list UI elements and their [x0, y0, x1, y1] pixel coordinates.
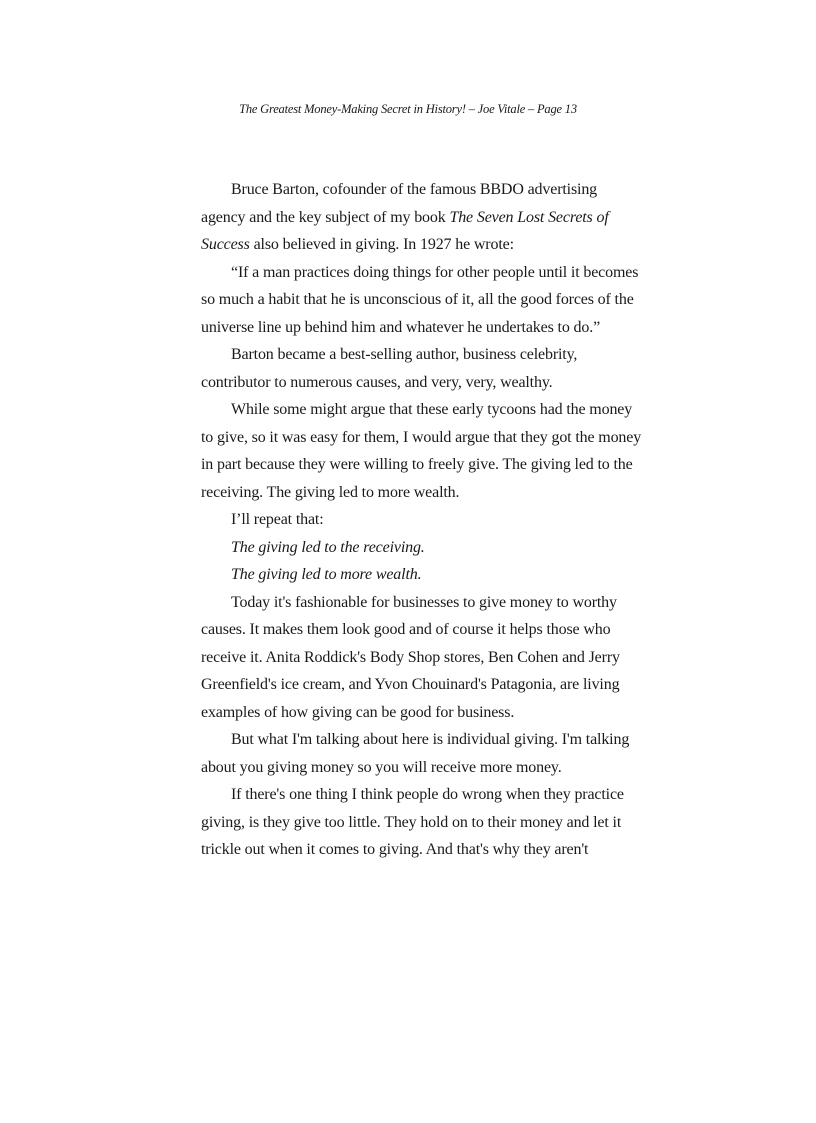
book-title: The Seven Lost Secrets of Success	[201, 208, 609, 253]
emphasis-text: The giving led to the receiving.	[231, 538, 425, 556]
emphasis-paragraph	[201, 561, 645, 589]
paragraph-text: also believed in giving. In 1927 he wrote:	[249, 236, 514, 253]
paragraph-text: Bruce Barton, cofounder of the famous BBDO advertising agency and the key subject of my book	[201, 181, 598, 226]
paragraph	[201, 176, 645, 259]
quote-paragraph: “If a man practices doing things for other people until it becomes so much a habit that he is unconscious of it, all the good forces of the universe line up behind him and whatever he undertakes to do.”	[201, 263, 639, 336]
paragraph: I’ll repeat that:	[231, 511, 324, 528]
emphasis-text: The giving led to more wealth.	[231, 566, 422, 583]
paragraph: But what I'm talking about here is individual giving. I'm talking about you giving money so you will receive more money.	[201, 731, 630, 776]
paragraph: While some might argue that these early tycoons had the money to give, so it was easy for them, I would argue that they got the money in part because they were willing to freely give. The giving led to the receiving. The giving led to more wealth.	[201, 401, 642, 501]
emphasis-paragraph	[201, 534, 645, 562]
running-header: The Greatest Money-Making Secret in History! – Joe Vitale – Page 13	[239, 102, 577, 116]
paragraph: Today it's fashionable for businesses to give money to worthy causes. It makes them look good and of course it helps those who receive it. Anita Roddick's Body Shop stores, Ben Cohen and Jerry Greenfield's ice cream, and Yvon Chouinard's Patagonia, are living examples of how giving can be good for business.	[201, 593, 620, 721]
paragraph: Barton became a best-selling author, business celebrity, contributor to numerous causes, and very, very, wealthy.	[201, 346, 578, 391]
page-body	[201, 176, 645, 864]
paragraph: If there's one thing I think people do wrong when they practice giving, is they give too little. They hold on to their money and let it trickle out when it comes to giving. And that's why they aren't	[201, 786, 624, 858]
